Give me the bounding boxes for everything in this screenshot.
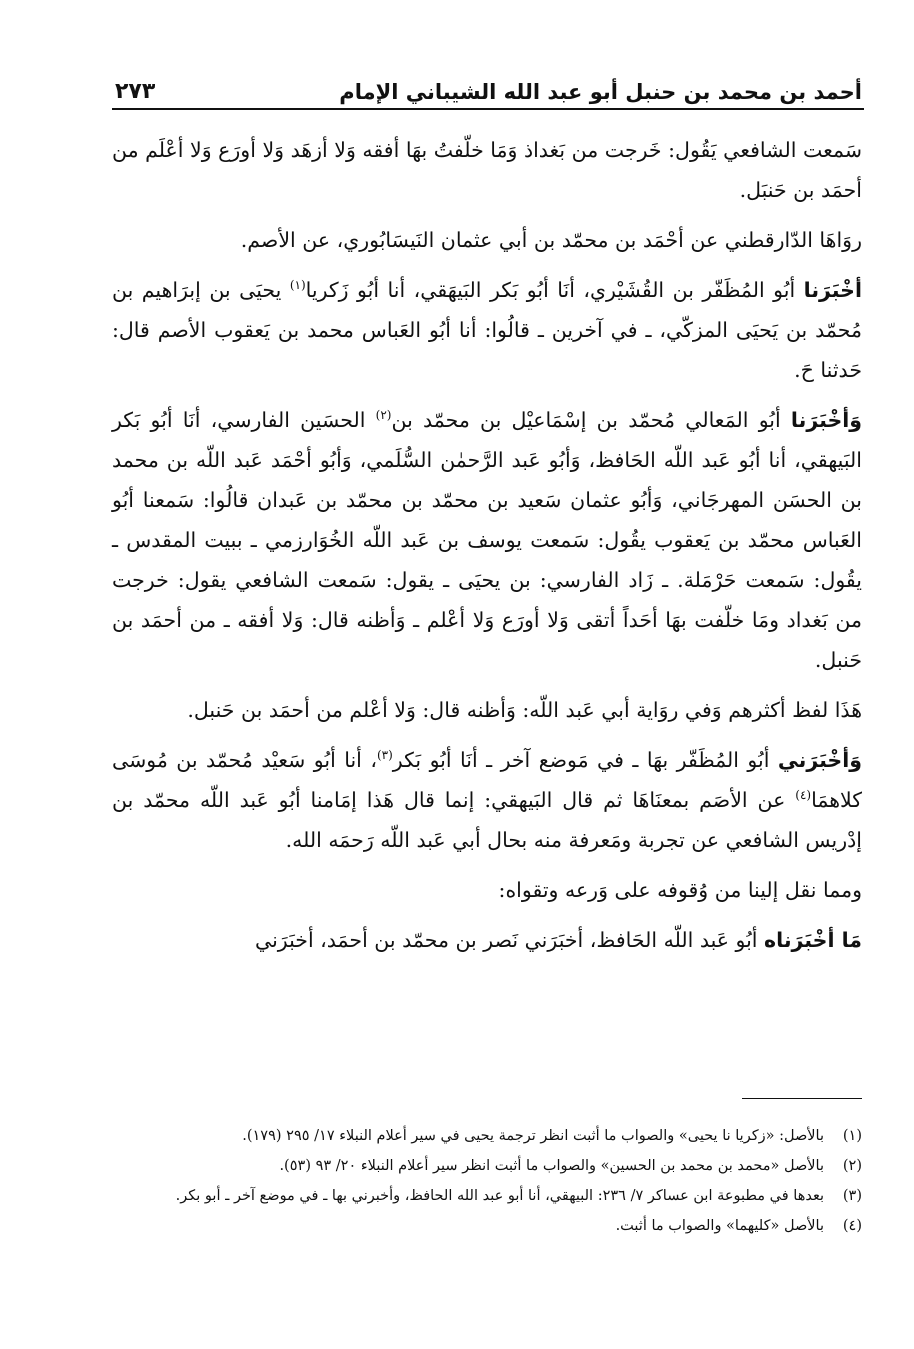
footnote-1 xyxy=(112,1122,862,1150)
page-number: ٢٧٣ xyxy=(115,79,156,104)
footnote-number: (٤) xyxy=(842,1218,862,1234)
footnotes xyxy=(112,1122,862,1242)
footnote-text: بالأصل «محمد بن محمد بن الحسين» والصواب ما أثبت انظر سير أعلام النبلاء ٢٠/ ٩٣ (٥٣). xyxy=(279,1158,824,1174)
footnote-text: بالأصل: «زكريا نا يحيى» والصواب ما أثبت انظر ترجمة يحيى في سير أعلام النبلاء ١٧/ ٢٩٥ (١٧٩). xyxy=(242,1128,824,1144)
footnote-number: (٣) xyxy=(842,1188,862,1204)
paragraph-text: أبُو المُظَفّر بن القُشَيْري، أنَا أبُو بَكر البَيهَقي، أنا أبُو زَكريا xyxy=(305,278,796,302)
paragraph-lead-word: وَأخْبَرَنا xyxy=(790,408,862,432)
footnote-ref: (٤) xyxy=(795,788,812,803)
footnote-ref: (٣) xyxy=(376,748,393,763)
paragraph-text: عن الأصَم بمعنَاهَا ثم قال البَيهقي: إنما قال هَذا إمَامنا أبُو عَبد اللّه محمّد بن إدْريس الشافعي عن تجربة ومَعرفة منه بحال أبي عَبد اللّه رَحمَه الله. xyxy=(112,788,862,852)
main-text xyxy=(112,130,862,970)
footnote-3 xyxy=(112,1182,862,1210)
paragraph-4 xyxy=(112,400,862,680)
paragraph-text: سَمعت الشافعي يَقُول: خَرجت من بَغداذ وَمَا خلّفتُ بهَا أفقه وَلا أزهَد وَلا أورَع وَلا أعْلَم من أحمَد بن حَنبَل. xyxy=(112,138,862,202)
paragraph-text: روَاهَا الدّارقطني عن أحْمَد بن محمّد بن أبي عثمان النَيسَابُوري، عن الأصم. xyxy=(240,228,862,252)
paragraph-lead-word: أخْبَرَنا xyxy=(803,278,862,302)
footnote-ref: (١) xyxy=(289,278,306,293)
paragraph-text: هَذَا لفظ أكثرهم وَفي روَاية أبي عَبد اللّه: وَأظنه قال: وَلا أعْلم من أحمَد بن حَنبل. xyxy=(187,698,862,722)
paragraph-text: ، أنا أبُو سَعيْد مُحمّد بن مُوسَى كلاهمَا xyxy=(112,748,862,812)
footnote-text: بالأصل «كليهما» والصواب ما أثبت. xyxy=(615,1218,824,1234)
paragraph-text: الحسَين الفارسي، أنَا أبُو بَكر البَيهقي، أنا أبُو عَبد اللّه الحَافظ، وَأبُو عَبد الرَّحمٰن السُّلَمي، وَأبُو أحْمَد عَبد اللّه بن محمد بن الحسَن المهرجَاني، وَأبُو عثمان سَعيد بن محمّد بن محمّد بن عَبدان قالُوا: سَمعنا أبُو العَباس محمّد بن يَعقوب يقُول: سَمعت يوسف بن عَبد اللّه الخُوَارزمي ـ ببيت المقدس ـ يقُول: سَمعت حَرْمَلة. ـ زَاد الفارسي: بن يحيَى ـ يقول: سَمعت الشافعي يقول: خرجت من بَغداد ومَا خلّفت بهَا أحَداً أتقى وَلا أورَع وَلا أعْلم ـ وَأظنه قال: وَلا أفقه ـ من أحمَد بن حَنبل. xyxy=(112,408,862,672)
paragraph-3 xyxy=(112,270,862,390)
running-header xyxy=(115,66,862,106)
paragraph-7 xyxy=(112,870,862,910)
footnote-2 xyxy=(112,1152,862,1180)
paragraph-5 xyxy=(112,690,862,730)
running-title: أحمد بن محمد بن حنبل أبو عبد الله الشيباني الإمام xyxy=(339,80,862,104)
paragraph-text: أبُو المُظَفّر بهَا ـ في مَوضع آخر ـ أنَا أبُو بَكر xyxy=(392,748,770,772)
footnote-rule xyxy=(742,1098,862,1099)
paragraph-1 xyxy=(112,130,862,210)
footnote-number: (١) xyxy=(842,1128,862,1144)
paragraph-text: ومما نقل إلينا من وُقوفه على وَرعه وتقواه: xyxy=(498,878,862,902)
footnote-ref: (٢) xyxy=(375,408,392,423)
paragraph-6 xyxy=(112,740,862,860)
header-rule xyxy=(112,108,864,110)
paragraph-text: أبُو المَعالي مُحمّد بن إسْمَاعيْل بن محمّد بن xyxy=(391,408,781,432)
paragraph-text: أبُو عَبد اللّه الحَافظ، أخبَرَني نَصر بن محمّد بن أحمَد، أخبَرَني xyxy=(255,928,758,952)
footnote-4 xyxy=(112,1212,862,1240)
paragraph-lead-word: وَأخْبَرَني xyxy=(777,748,862,772)
footnote-number: (٢) xyxy=(842,1158,862,1174)
footnote-text: بعدها في مطبوعة ابن عساكر ٧/ ٢٣٦: البيهقي، أنا أبو عبد الله الحافظ، وأخبرني بها ـ في موضع آخر ـ أبو بكر. xyxy=(175,1188,824,1204)
paragraph-2 xyxy=(112,220,862,260)
paragraph-text: يحيَى بن إبرَاهيم بن مُحمّد بن يَحيَى المزكّي، ـ في آخرين ـ قالُوا: أنا أبُو العَباس محمد بن يَعقوب الأصم قال: حَدثنا حَ. xyxy=(112,278,862,382)
paragraph-lead-word: مَا أخْبَرَناه xyxy=(764,928,862,952)
paragraph-8 xyxy=(112,920,862,960)
